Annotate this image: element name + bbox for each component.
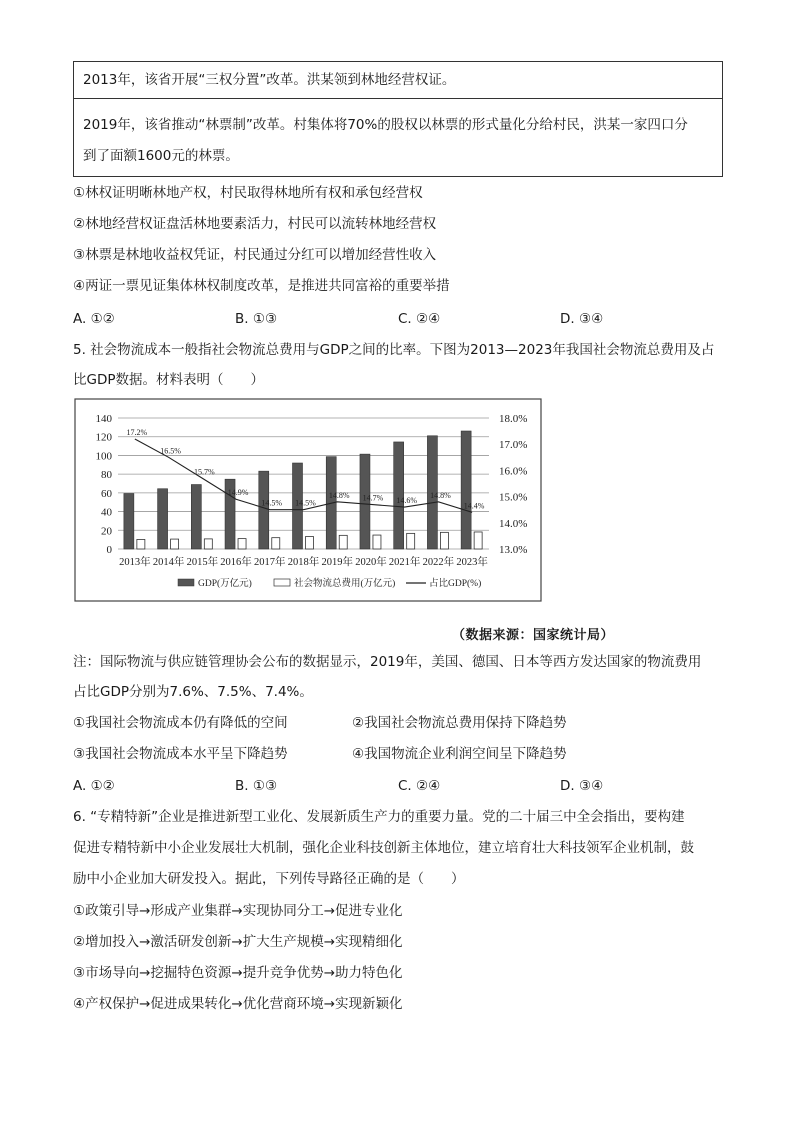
gdp-bar bbox=[461, 431, 471, 549]
q6-statement-2: ②增加投入→激活研发创新→扩大生产规模→实现精细化 bbox=[73, 934, 403, 950]
left-tick-label: 20 bbox=[101, 525, 112, 538]
gdp-bar bbox=[259, 471, 269, 549]
right-tick-label: 13.0% bbox=[499, 544, 528, 556]
q4-statement-3: ③林票是林地收益权凭证，村民通过分红可以增加经营性收入 bbox=[73, 247, 437, 263]
q5-statement-4: ④我国物流企业利润空间呈下降趋势 bbox=[352, 746, 567, 762]
x-tick-label: 2014年 bbox=[152, 557, 185, 568]
legend-gdp-label: GDP(万亿元) bbox=[198, 579, 252, 589]
legend-cost-label: 社会物流总费用(万亿元) bbox=[294, 579, 396, 589]
q6-statement-3: ③市场导向→挖掘特色资源→提升竞争优势→助力特色化 bbox=[73, 965, 403, 981]
ratio-data-label: 14.4% bbox=[463, 501, 485, 511]
right-tick-label: 16.0% bbox=[499, 465, 528, 478]
q4-option-d[interactable]: D. ③④ bbox=[560, 311, 604, 327]
logistics-cost-bar bbox=[474, 532, 482, 549]
x-tick-label: 2020年 bbox=[355, 557, 387, 568]
q5-option-b[interactable]: B. ①③ bbox=[235, 778, 278, 794]
table-row-2013 bbox=[74, 62, 722, 99]
legend-ratio-label: 占比GDP(%) bbox=[429, 579, 482, 589]
x-tick-label: 2015年 bbox=[186, 557, 219, 568]
ratio-data-label: 17.2% bbox=[126, 427, 148, 437]
q5-stem-line1: 5. 社会物流成本一般指社会物流总费用与GDP之间的比率。下图为2013—2023年我国社会物流总费用及占 bbox=[73, 342, 715, 358]
logistics-cost-bar bbox=[137, 539, 145, 549]
logistics-cost-bar bbox=[339, 535, 347, 549]
q4-statement-1: ①林权证明晰林地产权，村民取得林地所有权和承包经营权 bbox=[73, 185, 423, 201]
legend-cost-swatch bbox=[274, 579, 290, 586]
table-row1-text: 2013年，该省开展“三权分置”改革。洪某领到林地经营权证。 bbox=[83, 72, 456, 88]
left-tick-label: 120 bbox=[95, 431, 112, 444]
q6-statement-1: ①政策引导→形成产业集群→实现协同分工→促进专业化 bbox=[73, 903, 403, 919]
data-source: （数据来源：国家统计局） bbox=[452, 628, 615, 643]
q5-note-line2: 占比GDP分别为7.6%、7.5%、7.4%。 bbox=[73, 684, 313, 700]
q5-statement-3: ③我国社会物流成本水平呈下降趋势 bbox=[73, 746, 288, 762]
gdp-bar bbox=[158, 489, 168, 549]
x-tick-label: 2013年 bbox=[119, 557, 151, 568]
q6-stem-line1: 6. “专精特新”企业是推进新型工业化、发展新质生产力的重要力量。党的二十届三中全会指出，要构建 bbox=[73, 809, 685, 825]
ratio-data-label: 14.9% bbox=[227, 488, 249, 498]
left-tick-label: 80 bbox=[101, 469, 112, 482]
q5-note-line1: 注：国际物流与供应链管理协会公布的数据显示，2019年，美国、德国、日本等西方发达国家的物流费用 bbox=[73, 654, 702, 670]
left-tick-label: 140 bbox=[95, 413, 112, 425]
q6-stem-line3: 励中小企业加大研发投入。据此，下列传导路径正确的是（ ） bbox=[73, 871, 465, 887]
x-tick-label: 2022年 bbox=[422, 557, 455, 568]
logistics-cost-bar bbox=[171, 539, 179, 549]
logistics-cost-bar bbox=[204, 539, 212, 549]
q5-statement-2: ②我国社会物流总费用保持下降趋势 bbox=[352, 715, 567, 731]
x-tick-label: 2021年 bbox=[388, 557, 421, 568]
logistics-cost-bar bbox=[238, 539, 246, 549]
material-table bbox=[73, 61, 723, 177]
q6-stem-line2: 促进专精特新中小企业发展壮大机制，强化企业科技创新主体地位，建立培育壮大科技领军企业机制，鼓 bbox=[73, 840, 694, 856]
q4-statement-4: ④两证一票见证集体林权制度改革，是推进共同富裕的重要举措 bbox=[73, 278, 450, 294]
x-tick-label: 2016年 bbox=[220, 557, 252, 568]
right-tick-label: 17.0% bbox=[499, 439, 528, 452]
q4-statement-2: ②林地经营权证盘活林地要素活力，村民可以流转林地经营权 bbox=[73, 216, 437, 232]
x-tick-label: 2023年 bbox=[456, 557, 488, 568]
ratio-data-label: 14.6% bbox=[396, 496, 418, 506]
logistics-cost-bar bbox=[440, 532, 448, 549]
table-row2-line1: 2019年，该省推动“林票制”改革。村集体将70%的股权以林票的形式量化分给村民，洪某一家四口分 bbox=[83, 117, 688, 133]
x-tick-label: 2018年 bbox=[287, 557, 320, 568]
left-tick-label: 60 bbox=[101, 487, 112, 500]
q5-statement-1: ①我国社会物流成本仍有降低的空间 bbox=[73, 715, 288, 731]
logistics-cost-bar bbox=[373, 535, 381, 549]
ratio-data-label: 14.8% bbox=[430, 490, 451, 500]
q6-statement-4: ④产权保护→促进成果转化→优化营商环境→实现新颖化 bbox=[73, 996, 403, 1012]
logistics-cost-bar bbox=[306, 537, 314, 549]
ratio-data-label: 14.7% bbox=[362, 493, 384, 503]
q4-option-a[interactable]: A. ①② bbox=[73, 311, 115, 327]
logistics-cost-bar bbox=[272, 538, 280, 549]
table-row2-line2: 到了面额1600元的林票。 bbox=[83, 148, 239, 164]
left-tick-label: 40 bbox=[101, 506, 112, 519]
right-tick-label: 14.0% bbox=[499, 517, 528, 530]
q4-option-b[interactable]: B. ①③ bbox=[235, 311, 278, 327]
ratio-data-label: 14.5% bbox=[261, 498, 283, 508]
x-tick-label: 2017年 bbox=[254, 557, 286, 568]
logistics-chart bbox=[74, 398, 542, 602]
ratio-data-label: 14.8% bbox=[328, 490, 350, 500]
legend-gdp-swatch bbox=[178, 579, 194, 586]
x-tick-label: 2019年 bbox=[321, 557, 353, 568]
ratio-data-label: 15.7% bbox=[193, 467, 215, 477]
gdp-bar bbox=[124, 494, 134, 549]
q5-stem-line2: 比GDP数据。材料表明（ ） bbox=[73, 372, 264, 388]
q4-option-c[interactable]: C. ②④ bbox=[398, 311, 441, 327]
right-tick-label: 18.0% bbox=[499, 413, 528, 425]
q5-option-c[interactable]: C. ②④ bbox=[398, 778, 441, 794]
ratio-data-label: 14.5% bbox=[295, 498, 316, 508]
gdp-bar bbox=[191, 485, 201, 549]
chart-svg bbox=[74, 398, 542, 602]
logistics-cost-bar bbox=[407, 533, 415, 549]
right-tick-label: 15.0% bbox=[499, 491, 528, 504]
left-tick-label: 100 bbox=[95, 450, 112, 463]
ratio-data-label: 16.5% bbox=[160, 446, 181, 456]
left-tick-label: 0 bbox=[106, 544, 112, 556]
q5-option-d[interactable]: D. ③④ bbox=[560, 778, 604, 794]
q5-option-a[interactable]: A. ①② bbox=[73, 778, 115, 794]
